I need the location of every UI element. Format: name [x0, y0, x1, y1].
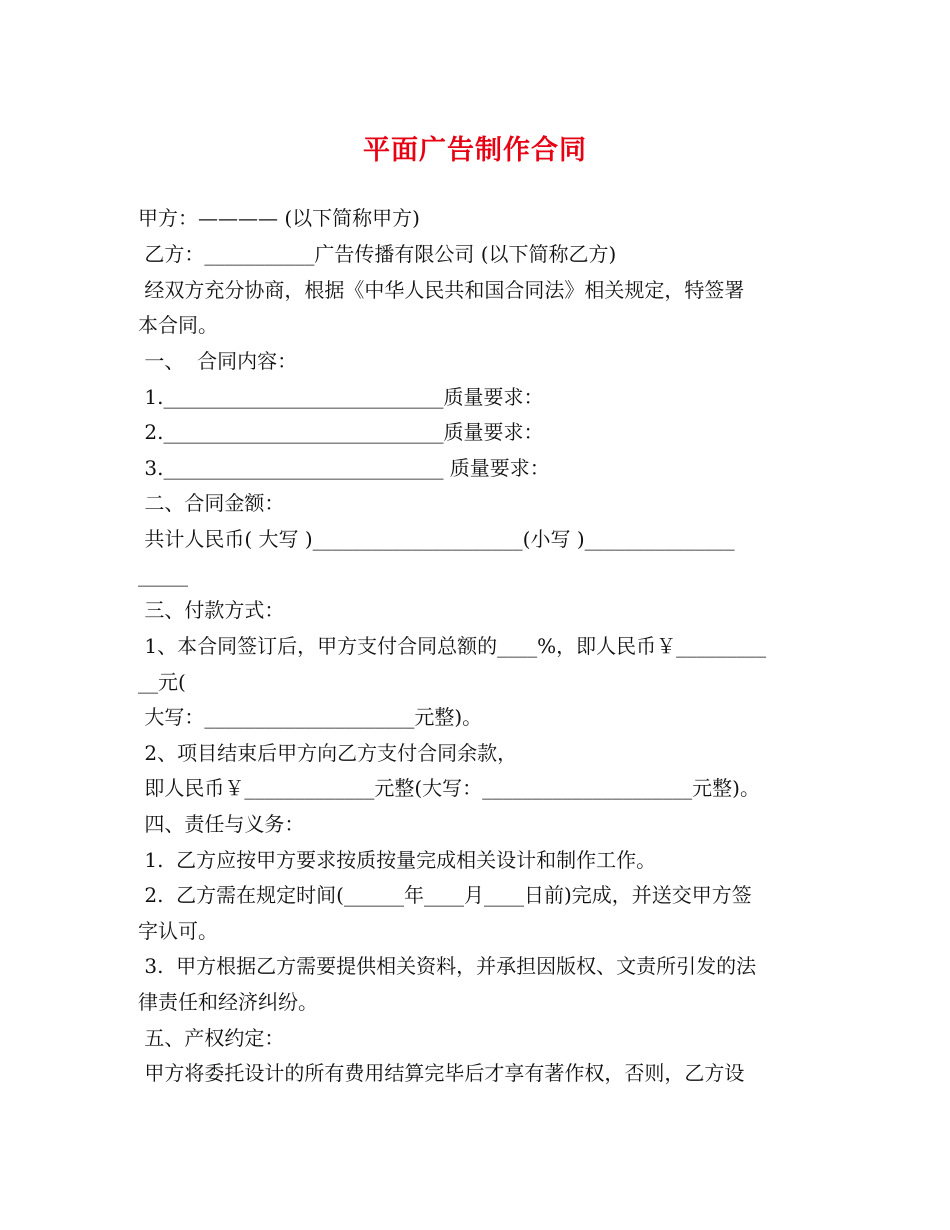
document-title: 平面广告制作合同	[363, 135, 587, 166]
section-4-heading: 四、责任与义务：	[138, 812, 305, 836]
amount-line: 共计人民币( 大写 )_____________________(小写 )_______________	[138, 527, 735, 551]
content-item-2: 2.____________________________质量要求：	[138, 420, 544, 444]
amount-line-cont: _____	[138, 563, 188, 587]
duty-item-2-cont: 字认可。	[138, 919, 218, 943]
duty-item-3-cont: 律责任和经济纠纷。	[138, 990, 318, 1014]
duty-item-3: 3. 甲方根据乙方需要提供相关资料，并承担因版权、文责所引发的法	[138, 954, 757, 978]
preamble-line: 经双方充分协商，根据《中华人民共和国合同法》相关规定，特签署	[138, 278, 745, 302]
party-a-line: 甲方：———— (以下简称甲方)	[138, 206, 420, 230]
preamble-line-cont: 本合同。	[138, 313, 218, 337]
payment-1-uppercase: 大写：_____________________元整)。	[138, 705, 483, 729]
payment-2-line: 2、项目结束后甲方向乙方支付合同余款，	[138, 741, 518, 765]
section-2-heading: 二、合同金额：	[138, 491, 285, 515]
property-clause: 甲方将委托设计的所有费用结算完毕后才享有著作权，否则，乙方设	[138, 1061, 745, 1085]
section-1-heading: 一、 合同内容：	[138, 349, 298, 373]
content-item-3: 3.____________________________ 质量要求：	[138, 456, 550, 480]
payment-2-amount: 即人民币￥_____________元整(大写：_____________________元整)。	[138, 776, 760, 800]
section-5-heading: 五、产权约定：	[138, 1026, 285, 1050]
payment-1-line-cont: __元(	[138, 670, 186, 694]
duty-item-2: 2. 乙方需在规定时间(______年____月____日前)完成，并送交甲方签	[138, 883, 752, 907]
content-item-1: 1.____________________________质量要求：	[138, 385, 544, 409]
duty-item-1: 1. 乙方应按甲方要求按质按量完成相关设计和制作工作。	[138, 848, 657, 872]
party-b-line: 乙方：___________广告传播有限公司 (以下简称乙方)	[138, 242, 617, 266]
payment-1-line: 1、本合同签订后，甲方支付合同总额的____%，即人民币￥_________	[138, 634, 767, 658]
section-3-heading: 三、付款方式：	[138, 598, 285, 622]
